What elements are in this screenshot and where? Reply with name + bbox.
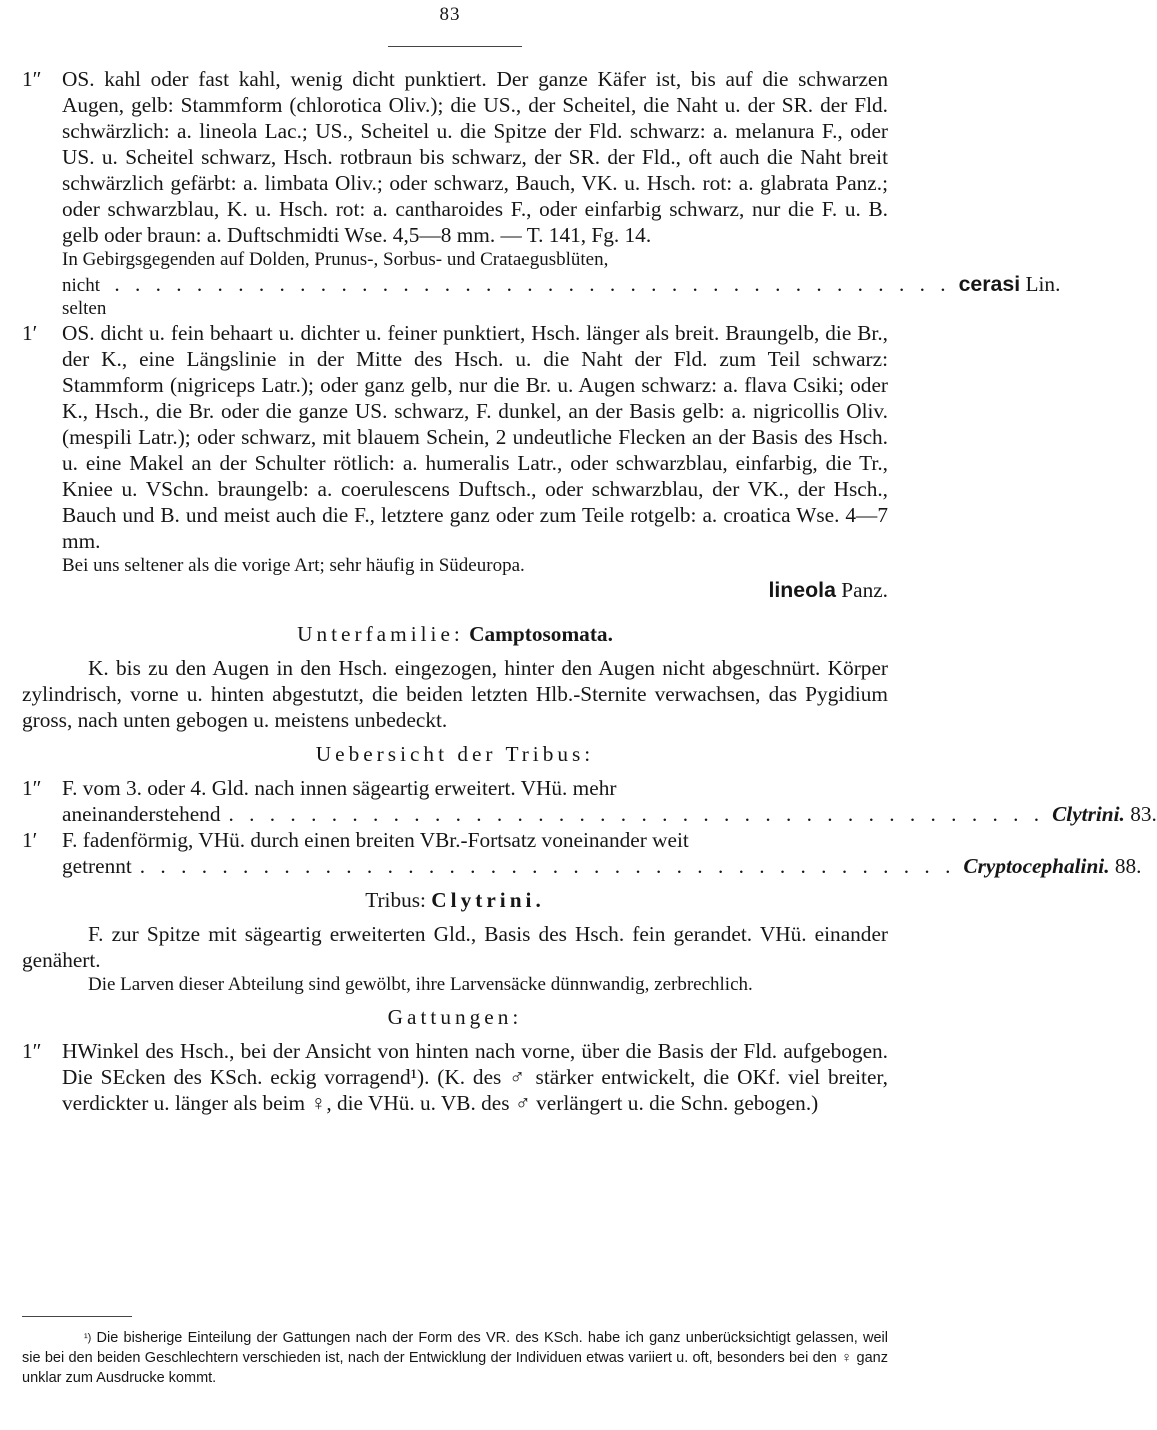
species-author: Lin. (1025, 272, 1061, 296)
subfamily-description: K. bis zu den Augen in den Hsch. eingezogen, hinter den Augen nicht abgeschnürt. Körper zylindrisch, vorne u. hinten abgestutzt, die beiden letzten Hlb.-Sternite verwachsen, das Pygidium gross, nach unten gebogen u. meistens unbedeckt. (22, 656, 888, 732)
tribus-heading (22, 887, 888, 913)
page-reference: 83. (1130, 802, 1157, 826)
distribution-note: Bei uns seltener als die vorige Art; sehr häufig in Südeuropa. (62, 555, 525, 576)
couplet-number: 1″ (22, 776, 42, 800)
dot-leader: . . . . . . . . . . . . . . . . . . . . . . . . . . . . . . . . . . . . . . . . (139, 854, 956, 878)
couplet-text-end: aneinanderstehend (62, 802, 221, 826)
page-number-rule (388, 46, 522, 47)
dot-leader: . . . . . . . . . . . . . . . . . . . . . . . . . . . . . . . . . . . . . . . . (228, 802, 1045, 826)
tribus-title: Clytrini. (431, 888, 545, 912)
genera-couplet-1a (22, 1038, 888, 1116)
larvae-note: Die Larven dieser Abteilung sind gewölbt, ihre Larvensäcke dünnwandig, zerbrechlich. (88, 974, 753, 995)
species-name: cerasi (958, 272, 1021, 296)
tribus-overview-heading: Uebersicht der Tribus: (315, 742, 595, 766)
tribus-name: Clytrini. (1052, 802, 1125, 826)
couplet-number: 1″ (22, 1039, 42, 1063)
footnote-mark: ¹) (84, 1332, 92, 1344)
tribus-couplet-1a (22, 775, 888, 801)
page-content (22, 66, 1157, 1116)
tribus-name: Cryptocephalini. (963, 854, 1110, 878)
tribus-label: Tribus: (365, 888, 426, 912)
tribus-line-clytrini (22, 801, 1157, 827)
couplet-text-end: getrennt (62, 854, 132, 878)
couplet-text: F. fadenförmig, VHü. durch einen breiten VBr.-Fortsatz voneinander weit (62, 828, 689, 852)
genera-heading: Gattungen: (387, 1005, 523, 1029)
dot-leader: . . . . . . . . . . . . . . . . . . . . . . . . . . . . . . . . . . . . . . . . . (114, 272, 951, 296)
couplet-number: 1′ (22, 828, 38, 852)
footnote-rule (22, 1316, 132, 1317)
couplet-number: 1′ (22, 321, 38, 345)
subfamily-name: Camptosomata. (469, 622, 613, 646)
habitat-note-end: nicht selten (62, 275, 107, 319)
couplet-number: 1″ (22, 67, 42, 91)
species-line-lineola (22, 577, 888, 603)
footnote-text: Die bisherige Einteilung der Gattungen nach der Form des VR. des KSch. habe ich ganz unberücksichtigt gelassen, weil sie bei den beiden Geschlechtern verschieden ist, nach der Entwicklung der Individuen etwas variiert u. oft, besonders bei den ♀ ganz unklar zum Ausdrucke kommt. (22, 1330, 888, 1386)
couplet-text: F. vom 3. oder 4. Gld. nach innen sägeartig erweitert. VHü. mehr (62, 776, 617, 800)
tribus-description: F. zur Spitze mit sägeartig erweiterten Gld., Basis des Hsch. fein gerandet. VHü. einander genähert. (22, 922, 888, 972)
couplet-text: OS. kahl oder fast kahl, wenig dicht punktiert. Der ganze Käfer ist, bis auf die schwarzen Augen, gelb: Stammform (chlorotica Oliv.); die US., der Scheitel, die Naht u. der SR. der Fld. schwärzlich: a. lineola Lac.; US., Scheitel u. die Spitze der Fld. schwarz: a. melanura F., oder US. u. Scheitel schwarz, Hsch. rotbraun bis schwarz, der SR. der Fld., oft auch die Naht breit schwärzlich gefärbt: a. limbata Oliv.; oder schwarz, Bauch, VK. u. Hsch. rot: a. glabrata Panz.; oder schwarzblau, K. u. Hsch. rot: a. cantharoides F., oder einfarbig schwarz, nur die F. u. B. gelb oder braun: a. Duftschmidti Wse. 4,5—8 mm. — T. 141, Fg. 14. (62, 67, 888, 247)
species-line-cerasi (22, 271, 1061, 320)
page-reference: 88. (1114, 854, 1142, 878)
tribus-line-cryptocephalini (22, 853, 1142, 879)
key-couplet-1b (22, 320, 888, 554)
subfamily-label: Unterfamilie: (297, 622, 464, 646)
footnote (22, 1328, 888, 1388)
subfamily-heading (22, 621, 888, 647)
tribus-couplet-1b (22, 827, 888, 853)
page-number: 83 (439, 4, 461, 25)
key-couplet-1a (22, 66, 888, 248)
species-author: Panz. (841, 578, 888, 602)
species-name: lineola (768, 578, 836, 602)
couplet-text: OS. dicht u. fein behaart u. dichter u. feiner punktiert, Hsch. länger als breit. Braungelb, die Br., der K., eine Längslinie in der Mitte des Hsch. u. die Naht der Fld. zum Teil schwarz: Stammform (nigriceps Latr.); oder ganz gelb, nur die Br. u. Augen schwarz: a. flava Csiki; oder K., Hsch., die Br. oder die ganze US. schwarz, F. dunkel, an der Basis gelb: a. nigricollis Oliv. (mespili Latr.); oder schwarz, mit blauem Schein, 2 undeutliche Flecken an der Basis des Hsch. u. eine Makel an der Schulter rötlich: a. humeralis Latr., oder schwarzblau, einfarbig, die Tr., Kniee u. VSchn. braungelb: a. coerulescens Duftsch., oder schwarzblau, der VK., der Hsch., Bauch und B. und meist auch die F., letztere ganz oder zum Teile rotgelb: a. croatica Wse. 4—7 mm. (62, 321, 888, 553)
habitat-note: In Gebirgsgegenden auf Dolden, Prunus-, Sorbus- und Crataegusblüten, (62, 249, 609, 270)
couplet-text: HWinkel des Hsch., bei der Ansicht von hinten nach vorne, über die Basis der Fld. aufgebogen. Die SEcken des KSch. eckig vorragend¹). (K. des ♂ stärker entwickelt, die OKf. viel breiter, verdickter u. länger als beim ♀, die VHü. u. VB. des ♂ verlängert u. die Schn. gebogen.) (62, 1039, 888, 1115)
